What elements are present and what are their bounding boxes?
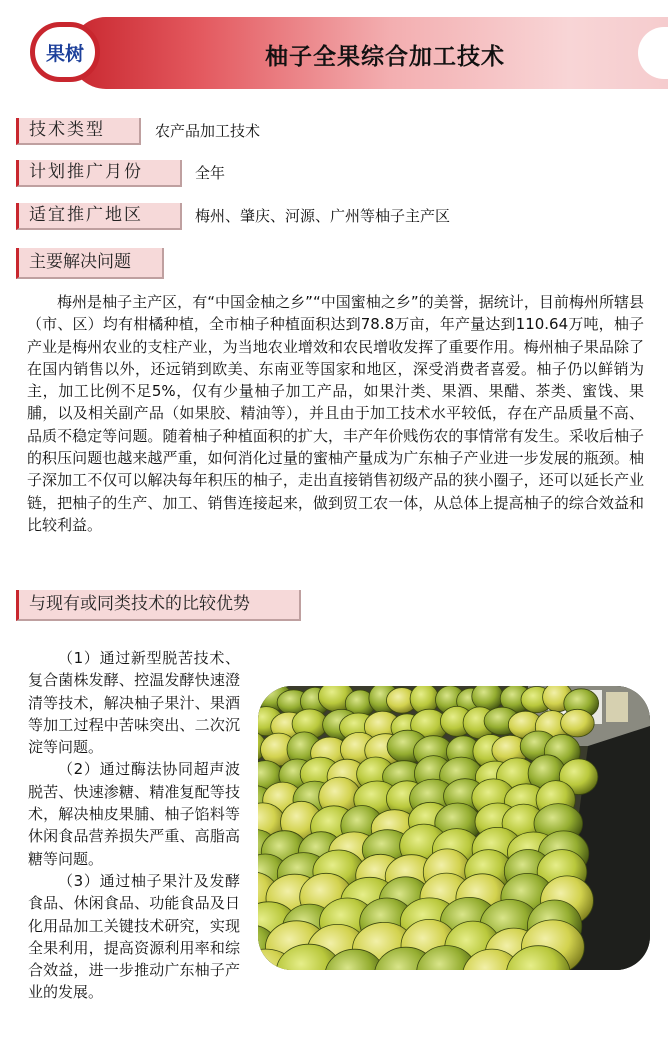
pomelo-pile-image [258,686,650,970]
promotion-month-value: 全年 [195,164,226,182]
advantage-item: （3）通过柚子果汁及发酵食品、休闲食品、功能食品及日化用品加工关键技术研究，实现全果利用，提高资源利用率和综合效益，进一步推动广东柚子产业的发展。 [28,871,240,1002]
advantage-item: （2）通过酶法协同超声波脱苦、快速渗糖、精准复配等技术，解决柚皮果脯、柚子馅料等休闲食品营养损失严重、高脂高糖等问题。 [28,760,240,868]
promotion-region-value: 梅州、肇庆、河源、广州等柚子主产区 [195,207,451,225]
advantage-section-title: 与现有或同类技术的比较优势 [16,590,301,621]
pomelo-fruit [561,709,595,737]
advantage-list [28,647,240,1004]
problem-section-title: 主要解决问题 [16,248,164,279]
tech-type-label: 技术类型 [16,118,141,145]
promotion-month-label: 计划推广月份 [16,160,182,187]
category-badge: 果树 [30,22,100,82]
promotion-region-label: 适宜推广地区 [16,203,182,230]
problem-text: 梅州是柚子主产区，有“中国金柚之乡”“中国蜜柚之乡”的美誉，据统计，目前梅州所辖县（市、区）均有柑橘种植，全市柚子种植面积达到78.8万亩，年产量达到110.64万吨，柚子产业是梅州农业的支柱产业，为当地农业增效和农民增收发挥了重要作用。梅州柚子果品除了在国内销售以外，还远销到欧美、东南亚等国家和地区，深受消费者喜爱。柚子仍以鲜销为主，加工比例不足5%，仅有少量柚子加工产品，如果汁类、果酒、果醋、茶类、蜜饯、果脯，以及相关副产品（如果胶、精油等），并且由于加工技术水平较低，存在产品质量不高、品质不稳定等问题。随着柚子种植面积的扩大，丰产年价贱伤农的事情常有发生。采收后柚子的积压问题也越来越严重，如何消化过量的蜜柚产量成为广东柚子产业进一步发展的瓶颈。柚子深加工不仅可以解决每年积压的柚子，走出直接销售初级产品的狭小圈子，还可以延长产业链，把柚子的生产、加工、销售连接起来，做到贸工农一体，从总体上提高柚子的综合效益和比较利益。 [27,293,644,534]
advantage-item: （1）通过新型脱苦技术、复合菌株发酵、控温发酵快速澄清等技术，解决柚子果汁、果酒等加工过程中苦味突出、二次沉淀等问题。 [28,649,240,757]
pomelo-photo [258,686,650,970]
tech-type-value: 农产品加工技术 [155,122,261,140]
page-title: 柚子全果综合加工技术 [265,44,505,70]
